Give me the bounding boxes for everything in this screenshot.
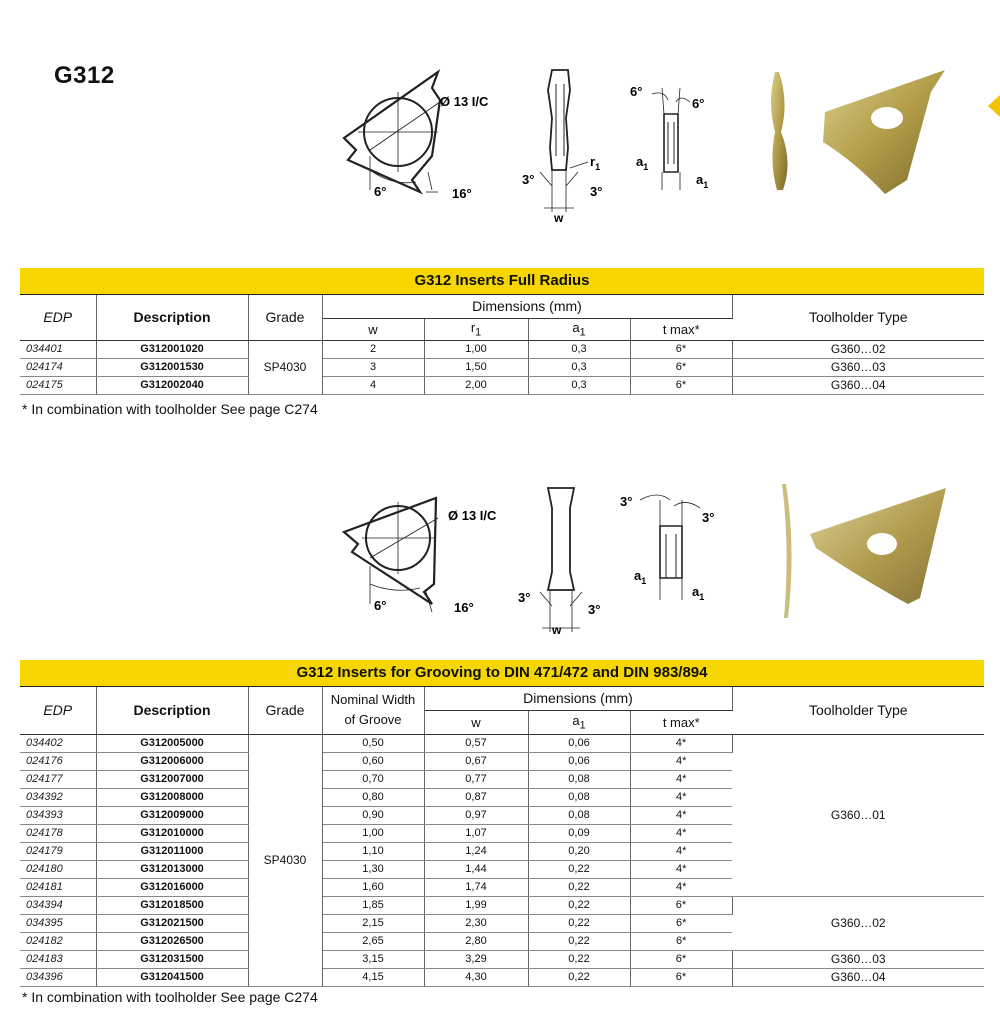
cell-nominal-width: 1,10	[322, 842, 424, 860]
cell-description: G312031500	[96, 950, 248, 968]
col-dimensions-2: Dimensions (mm)	[424, 687, 732, 710]
col-grade-2: Grade	[248, 687, 322, 734]
cell-description: G312008000	[96, 788, 248, 806]
cell-description: G312018500	[96, 896, 248, 914]
cell-edp: 034401	[20, 340, 96, 358]
angle-16-label: 16°	[452, 186, 472, 201]
cell-tmax: 4*	[630, 734, 732, 752]
cell-w: 2,80	[424, 932, 528, 950]
cell-nominal-width: 4,15	[322, 968, 424, 986]
cell-w: 4,30	[424, 968, 528, 986]
cell-nominal-width: 1,85	[322, 896, 424, 914]
cell-tmax: 6*	[630, 950, 732, 968]
cell-a1: 0,3	[528, 376, 630, 394]
table2-footnote: * In combination with toolholder See page C274	[22, 989, 318, 1005]
width-label-2: w	[552, 623, 562, 637]
front-angle-right: 6°	[692, 96, 705, 111]
col-description-2: Description	[96, 687, 248, 734]
cell-edp: 034396	[20, 968, 96, 986]
a1-left-label-2: $a_1$	[634, 568, 647, 586]
cell-tmax: 6*	[630, 896, 732, 914]
cell-w: 2	[322, 340, 424, 358]
col-edp-2: EDP	[20, 687, 96, 734]
col-toolholder-2: Toolholder Type	[732, 687, 984, 734]
cell-a1: 0,22	[528, 950, 630, 968]
cell-edp: 024183	[20, 950, 96, 968]
cell-description: G312009000	[96, 806, 248, 824]
cell-nominal-width: 2,15	[322, 914, 424, 932]
side-view-drawing-2	[540, 488, 582, 632]
table-row	[20, 376, 984, 394]
cell-tmax: 4*	[630, 788, 732, 806]
cell-edp: 034395	[20, 914, 96, 932]
cell-description: G312001530	[96, 358, 248, 376]
cell-w: 3	[322, 358, 424, 376]
cell-description: G312005000	[96, 734, 248, 752]
width-label: w	[554, 211, 564, 225]
cell-nominal-width: 1,00	[322, 824, 424, 842]
grooving-table-body	[20, 734, 984, 986]
col-dimensions: Dimensions (mm)	[322, 295, 732, 318]
cell-edp: 024182	[20, 932, 96, 950]
table1-heading: G312 Inserts Full Radius	[414, 272, 590, 289]
cell-tmax: 4*	[630, 842, 732, 860]
cell-tmax: 4*	[630, 878, 732, 896]
cell-description: G312002040	[96, 376, 248, 394]
front-view-drawing-2	[640, 495, 700, 600]
cell-description: G312006000	[96, 752, 248, 770]
cell-edp: 034393	[20, 806, 96, 824]
full-radius-table	[20, 295, 984, 395]
a1-right-label: $a_1$	[696, 172, 709, 190]
cell-r1: 1,00	[424, 340, 528, 358]
insert-angled-photo	[823, 70, 945, 194]
cell-edp: 034402	[20, 734, 96, 752]
cell-toolholder: G360…03	[732, 358, 984, 376]
cell-description: G312013000	[96, 860, 248, 878]
cell-tmax: 6*	[630, 358, 732, 376]
angle-16-label-2: 16°	[454, 600, 474, 615]
cell-nominal-width: 3,15	[322, 950, 424, 968]
table2-heading-bar	[20, 660, 984, 687]
cell-nominal-width: 2,65	[322, 932, 424, 950]
cell-edp: 024177	[20, 770, 96, 788]
cell-nominal-width: 0,80	[322, 788, 424, 806]
page-title: G312	[54, 62, 115, 89]
side-view-drawing	[540, 70, 588, 212]
table-row	[20, 734, 984, 752]
cell-w: 1,07	[424, 824, 528, 842]
cell-description: G312007000	[96, 770, 248, 788]
cell-tmax: 6*	[630, 932, 732, 950]
col-tmax: t max*	[630, 318, 732, 340]
col-tmax-2: t max*	[630, 710, 732, 734]
cell-edp: 024175	[20, 376, 96, 394]
cell-a1: 0,06	[528, 734, 630, 752]
cell-edp: 024179	[20, 842, 96, 860]
cell-grade: SP4030	[248, 734, 322, 986]
table-row	[20, 340, 984, 358]
cell-description: G312041500	[96, 968, 248, 986]
front-angle-left: 6°	[630, 84, 643, 99]
cell-a1: 0,3	[528, 358, 630, 376]
insert-side-photo-2	[782, 484, 792, 618]
col-w-2: w	[424, 710, 528, 734]
cell-w: 0,97	[424, 806, 528, 824]
cell-a1: 0,08	[528, 806, 630, 824]
cell-a1: 0,22	[528, 968, 630, 986]
col-description: Description	[96, 295, 248, 340]
cell-toolholder: G360…04	[732, 376, 984, 394]
radius-label: $r_1$	[590, 154, 601, 172]
side-angle-right: 3°	[590, 184, 603, 199]
cell-tmax: 6*	[630, 340, 732, 358]
cell-a1: 0,22	[528, 896, 630, 914]
top-view-drawing-2	[344, 498, 438, 612]
top-view-drawing	[344, 72, 440, 192]
cell-nominal-width: 1,30	[322, 860, 424, 878]
cell-description: G312001020	[96, 340, 248, 358]
table-row	[20, 950, 984, 968]
angle-6-label-2: 6°	[374, 598, 387, 613]
cell-description: G312010000	[96, 824, 248, 842]
col-r1: $r_1$	[424, 318, 528, 340]
cell-toolholder: G360…04	[732, 968, 984, 986]
cell-tmax: 4*	[630, 860, 732, 878]
cell-tmax: 6*	[630, 968, 732, 986]
cell-w: 1,74	[424, 878, 528, 896]
cell-a1: 0,08	[528, 788, 630, 806]
cell-description: G312026500	[96, 932, 248, 950]
cell-edp: 024174	[20, 358, 96, 376]
cell-a1: 0,3	[528, 340, 630, 358]
cell-toolholder: G360…01	[732, 734, 984, 896]
cell-nominal-width: 1,60	[322, 878, 424, 896]
cell-edp: 024176	[20, 752, 96, 770]
cell-tmax: 4*	[630, 806, 732, 824]
cell-w: 0,67	[424, 752, 528, 770]
col-edp: EDP	[20, 295, 96, 340]
col-nominal-width: Nominal Width of Groove	[322, 687, 424, 734]
side-angle-left: 3°	[522, 172, 535, 187]
insert-side-photo	[771, 72, 788, 190]
table-row	[20, 896, 984, 914]
cell-a1: 0,06	[528, 752, 630, 770]
table1-heading-bar	[20, 268, 984, 295]
cell-tmax: 4*	[630, 770, 732, 788]
cell-edp: 034394	[20, 896, 96, 914]
cell-grade: SP4030	[248, 340, 322, 394]
insert-diagram-grooving	[330, 480, 730, 640]
front-angle-right-2: 3°	[702, 510, 715, 525]
table2-heading: G312 Inserts for Grooving to DIN 471/472 and DIN 983/894	[296, 664, 708, 681]
cell-edp: 034392	[20, 788, 96, 806]
col-a1: $a_1$	[528, 318, 630, 340]
insert-photo-grooving	[770, 478, 970, 628]
table-row	[20, 358, 984, 376]
table-row	[20, 968, 984, 986]
side-angle-left-2: 3°	[518, 590, 531, 605]
table1-footnote: * In combination with toolholder See page C274	[22, 401, 318, 417]
cell-nominal-width: 0,60	[322, 752, 424, 770]
ic-diameter-label-2: Ø 13 I/C	[448, 508, 497, 523]
cell-r1: 1,50	[424, 358, 528, 376]
col-a1-2: $a_1$	[528, 710, 630, 734]
insert-diagram-full-radius	[330, 60, 730, 230]
cell-toolholder: G360…02	[732, 340, 984, 358]
cell-w: 2,30	[424, 914, 528, 932]
cell-a1: 0,22	[528, 860, 630, 878]
cell-edp: 024178	[20, 824, 96, 842]
cell-a1: 0,22	[528, 932, 630, 950]
a1-right-label-2: $a_1$	[692, 584, 705, 602]
cell-tmax: 6*	[630, 376, 732, 394]
cell-tmax: 4*	[630, 824, 732, 842]
cell-w: 3,29	[424, 950, 528, 968]
cell-a1: 0,20	[528, 842, 630, 860]
cell-nominal-width: 0,90	[322, 806, 424, 824]
cell-description: G312011000	[96, 842, 248, 860]
cell-edp: 024180	[20, 860, 96, 878]
cell-r1: 2,00	[424, 376, 528, 394]
cell-w: 4	[322, 376, 424, 394]
cell-description: G312016000	[96, 878, 248, 896]
cell-a1: 0,22	[528, 914, 630, 932]
col-toolholder: Toolholder Type	[732, 295, 984, 340]
side-angle-right-2: 3°	[588, 602, 601, 617]
cell-w: 1,44	[424, 860, 528, 878]
cell-nominal-width: 0,70	[322, 770, 424, 788]
cell-nominal-width: 0,50	[322, 734, 424, 752]
grooving-table	[20, 687, 984, 987]
cell-a1: 0,09	[528, 824, 630, 842]
cell-edp: 024181	[20, 878, 96, 896]
cell-w: 0,87	[424, 788, 528, 806]
a1-left-label: $a_1$	[636, 154, 649, 172]
angle-6-label: 6°	[374, 184, 387, 199]
cell-w: 0,77	[424, 770, 528, 788]
front-angle-left-2: 3°	[620, 494, 633, 509]
cell-w: 0,57	[424, 734, 528, 752]
ic-diameter-label: Ø 13 I/C	[440, 94, 489, 109]
cell-tmax: 4*	[630, 752, 732, 770]
cell-tmax: 6*	[630, 914, 732, 932]
insert-photo-full-radius	[765, 62, 965, 202]
cell-toolholder: G360…02	[732, 896, 984, 950]
page-tab-marker	[988, 95, 1000, 117]
cell-w: 1,99	[424, 896, 528, 914]
front-view-drawing	[652, 88, 690, 190]
cell-w: 1,24	[424, 842, 528, 860]
cell-a1: 0,22	[528, 878, 630, 896]
col-w: w	[322, 318, 424, 340]
cell-description: G312021500	[96, 914, 248, 932]
cell-toolholder: G360…03	[732, 950, 984, 968]
col-grade: Grade	[248, 295, 322, 340]
cell-a1: 0,08	[528, 770, 630, 788]
